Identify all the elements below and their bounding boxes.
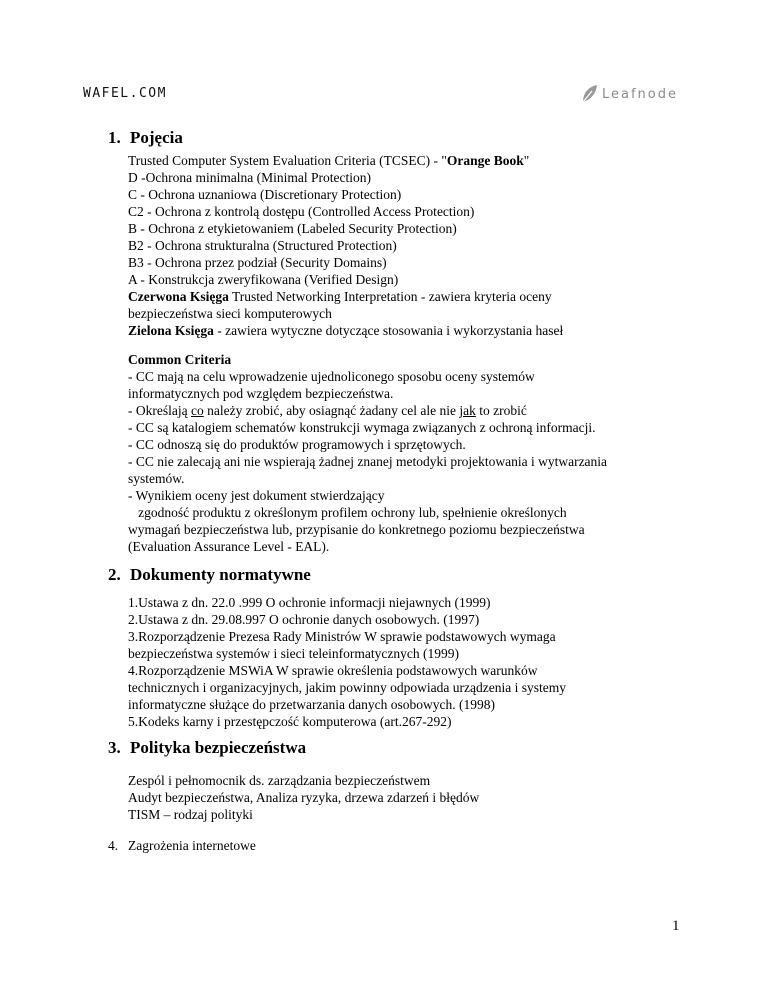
section-number: 4. <box>108 838 119 853</box>
policy-line: Audyt bezpieczeństwa, Analiza ryzyka, drzewa zdarzeń i błędów <box>128 790 480 805</box>
section-heading-2 <box>108 565 311 585</box>
policy-line: Zespól i pełnomocnik ds. zarządzania bezpieczeństwem <box>128 773 431 788</box>
cc-line: wymagań bezpieczeństwa lub, przypisanie do konkretnego poziomu bezpieczeństwa <box>128 522 585 537</box>
section-3-body <box>128 772 688 823</box>
section-number: 1. <box>108 128 121 147</box>
common-criteria-title: Common Criteria <box>128 352 232 367</box>
cc-line: - CC nie zalecają ani nie wspierają żadnej znanej metodyki projektowania i wytwarzania <box>128 454 608 469</box>
class-item: B2 - Ochrona strukturalna (Structured Protection) <box>128 238 397 253</box>
section-2-body <box>128 594 688 730</box>
tcsec-line: Trusted Computer System Evaluation Criteria (TCSEC) - "Orange Book" <box>128 153 530 168</box>
page-number: 1 <box>672 918 680 934</box>
cc-line: - Wynikiem oceny jest dokument stwierdzający <box>128 488 385 503</box>
document-line: 3.Rozporządzenie Prezesa Rady Ministrów W sprawie podstawowych wymaga <box>128 629 556 644</box>
document-line: informatyczne służące do przetwarzania danych osobowych. (1998) <box>128 697 495 712</box>
orange-book-label: Orange Book <box>446 153 524 168</box>
section-heading-4 <box>108 838 256 854</box>
section-title: Polityka bezpieczeństwa <box>130 738 307 757</box>
cc-line: zgodność produktu z określonym profilem ochrony lub, spełnienie określonych <box>128 505 567 520</box>
green-book-line: Zielona Księga - zawiera wytyczne dotyczące stosowania i wykorzystania haseł <box>128 323 564 338</box>
section-heading-1 <box>108 128 183 148</box>
section-heading-3 <box>108 738 306 758</box>
class-item: D -Ochrona minimalna (Minimal Protection) <box>128 170 371 185</box>
section-title: Pojęcia <box>130 128 183 147</box>
section-title: Zagrożenia internetowe <box>128 838 256 853</box>
class-item: B - Ochrona z etykietowaniem (Labeled Security Protection) <box>128 221 457 236</box>
cc-line: systemów. <box>128 471 185 486</box>
cc-line: - CC odnoszą się do produktów programowych i sprzętowych. <box>128 437 466 452</box>
section-1-body <box>128 152 688 339</box>
header-site-name: WAFEL.COM <box>83 86 167 101</box>
class-item: C2 - Ochrona z kontrolą dostępu (Controlled Access Protection) <box>128 204 475 219</box>
document-line: 5.Kodeks karny i przestępczość komputerowa (art.267-292) <box>128 714 452 729</box>
document-line: bezpieczeństwa systemów i sieci teleinformatycznych (1999) <box>128 646 460 661</box>
cc-line: - CC mają na celu wprowadzenie ujednoliconego sposobu oceny systemów <box>128 369 535 384</box>
section-number: 2. <box>108 565 121 584</box>
leaf-icon <box>580 83 600 105</box>
document-line: 1.Ustawa z dn. 22.0 .999 O ochronie informacji niejawnych (1999) <box>128 595 491 610</box>
class-item: B3 - Ochrona przez podział (Security Domains) <box>128 255 387 270</box>
section-number: 3. <box>108 738 121 757</box>
document-line: 2.Ustawa z dn. 29.08.997 O ochronie danych osobowych. (1997) <box>128 612 480 627</box>
cc-line: informatycznych pod względem bezpieczeństwa. <box>128 386 394 401</box>
document-line: 4.Rozporządzenie MSWiA W sprawie określenia podstawowych warunków <box>128 663 538 678</box>
document-line: technicznych i organizacyjnych, jakim powinny odpowiada urządzenia i systemy <box>128 680 566 695</box>
class-item: A - Konstrukcja zweryfikowana (Verified Design) <box>128 272 399 287</box>
cc-line: (Evaluation Assurance Level - EAL). <box>128 539 330 554</box>
common-criteria-block <box>128 351 688 555</box>
brand-name: Leafnode <box>602 86 678 102</box>
header-brand <box>580 82 678 106</box>
red-book-line-2: bezpieczeństwa sieci komputerowych <box>128 306 332 321</box>
section-title: Dokumenty normatywne <box>130 565 311 584</box>
cc-line: - CC są katalogiem schematów konstrukcji wymaga związanych z ochroną informacji. <box>128 420 596 435</box>
policy-line: TISM – rodzaj polityki <box>128 807 253 822</box>
cc-line: - Określają co należy zrobić, aby osiagnąć żadany cel ale nie jak to zrobić <box>128 403 527 418</box>
red-book-line: Czerwona Księga Trusted Networking Interpretation - zawiera kryteria oceny <box>128 289 552 304</box>
class-item: C - Ochrona uznaniowa (Discretionary Protection) <box>128 187 402 202</box>
